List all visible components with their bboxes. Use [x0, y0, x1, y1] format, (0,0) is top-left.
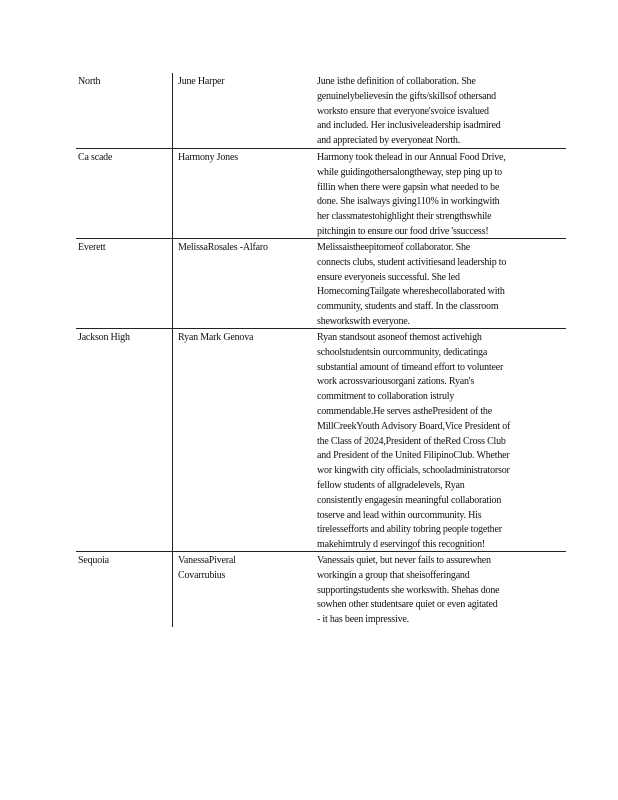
- description-line: June isthe definition of collaboration. She: [317, 76, 476, 87]
- description-line: her classmatestohighlight their strengthswhile: [317, 211, 492, 223]
- description-line: tirelessefforts and ability tobring people together: [317, 524, 502, 536]
- student-name: Ryan Mark Genova: [178, 332, 254, 343]
- table-row: [76, 149, 566, 239]
- description-line: wor kingwith city officials, schooladministratorsor: [317, 465, 510, 477]
- description-line: - it has been impressive.: [317, 614, 409, 626]
- description: [317, 241, 562, 330]
- column-divider: [172, 73, 173, 148]
- school-name: Sequoia: [78, 555, 109, 566]
- description-line: connects clubs, student activitiesand leadership to: [317, 256, 507, 268]
- description-line: done. She isalways giving110% in workingwith: [317, 196, 500, 208]
- description-line: Ryan standsout asoneof themost activehigh: [317, 332, 482, 343]
- description-line: work acrossvariousorgani zations. Ryan's: [317, 376, 475, 388]
- student-name: VanessaPiveral Covarrubius: [178, 555, 236, 581]
- description-line: community, students and staff. In the classroom: [317, 301, 499, 313]
- column-divider: [172, 149, 173, 238]
- school-name: Everett: [78, 242, 106, 253]
- column-divider: [172, 552, 173, 627]
- student-name: MelissaRosales -Alfaro: [178, 242, 268, 253]
- table-row: [76, 329, 566, 552]
- description-line: pitchingin to ensure our food drive 'ssuccess!: [317, 225, 489, 237]
- description-line: sheworkswith everyone.: [317, 315, 410, 327]
- column-divider: [172, 239, 173, 328]
- description-line: workingin a group that sheisofferingand: [317, 569, 470, 581]
- description-line: fillin when there were gapsin what needed to be: [317, 181, 500, 193]
- student-name: June Harper: [178, 76, 225, 87]
- table-row: [76, 73, 566, 149]
- description-line: Harmony took thelead in our Annual Food Drive,: [317, 152, 506, 163]
- description-line: while guidingothersalongtheway, step ping up to: [317, 166, 502, 178]
- description: [317, 151, 562, 240]
- table-row: [76, 239, 566, 329]
- table-row: [76, 552, 566, 627]
- description: [317, 75, 562, 149]
- school-name: North: [78, 76, 101, 87]
- description-line: genuinelybelievesin the gifts/skillsof othersand: [317, 90, 496, 102]
- school-name: Jackson High: [78, 332, 130, 343]
- column-divider: [172, 329, 173, 551]
- description-line: substantial amount of timeand effort to volunteer: [317, 361, 504, 373]
- description: [317, 331, 562, 553]
- description: [317, 554, 562, 628]
- description-line: fellow students of allgradelevels, Ryan: [317, 479, 465, 491]
- description-line: makehimtruly d eservingof this recognition!: [317, 539, 486, 551]
- description-line: and included. Her inclusiveleadership isadmired: [317, 120, 501, 132]
- description-line: MillCreekYouth Advisory Board,Vice President of: [317, 420, 511, 432]
- description-line: sowhen other studentsare quiet or even agitated: [317, 599, 498, 611]
- description-line: commitment to collaboration istruly: [317, 391, 455, 403]
- description-line: commendable.He serves asthePresident of the: [317, 405, 492, 417]
- description-line: consistently engagesin meaningful collaboration: [317, 494, 502, 506]
- description-line: supportingstudents she workswith. Shehas done: [317, 584, 500, 596]
- description-line: Melissaistheepitomeof collaborator. She: [317, 242, 470, 253]
- description-line: the Class of 2024,President of theRed Cross Club: [317, 435, 506, 447]
- description-line: and appreciated by everyoneat North.: [317, 135, 461, 147]
- school-name: Ca scade: [78, 152, 113, 163]
- description-line: Vanessais quiet, but never fails to assurewhen: [317, 555, 491, 566]
- description-line: and President of the United FilipinoClub. Whether: [317, 450, 510, 462]
- description-line: schoolstudentsin ourcommunity, dedicatinga: [317, 346, 488, 358]
- description-line: toserve and lead within ourcommunity. His: [317, 509, 482, 521]
- recognition-table: [76, 73, 566, 627]
- description-line: worksto ensure that everyone'svoice isvalued: [317, 105, 489, 117]
- description-line: HomecomingTailgate whereshecollaborated with: [317, 286, 505, 298]
- description-line: ensure everyoneis successful. She led: [317, 271, 460, 283]
- student-name: Harmony Jones: [178, 152, 238, 163]
